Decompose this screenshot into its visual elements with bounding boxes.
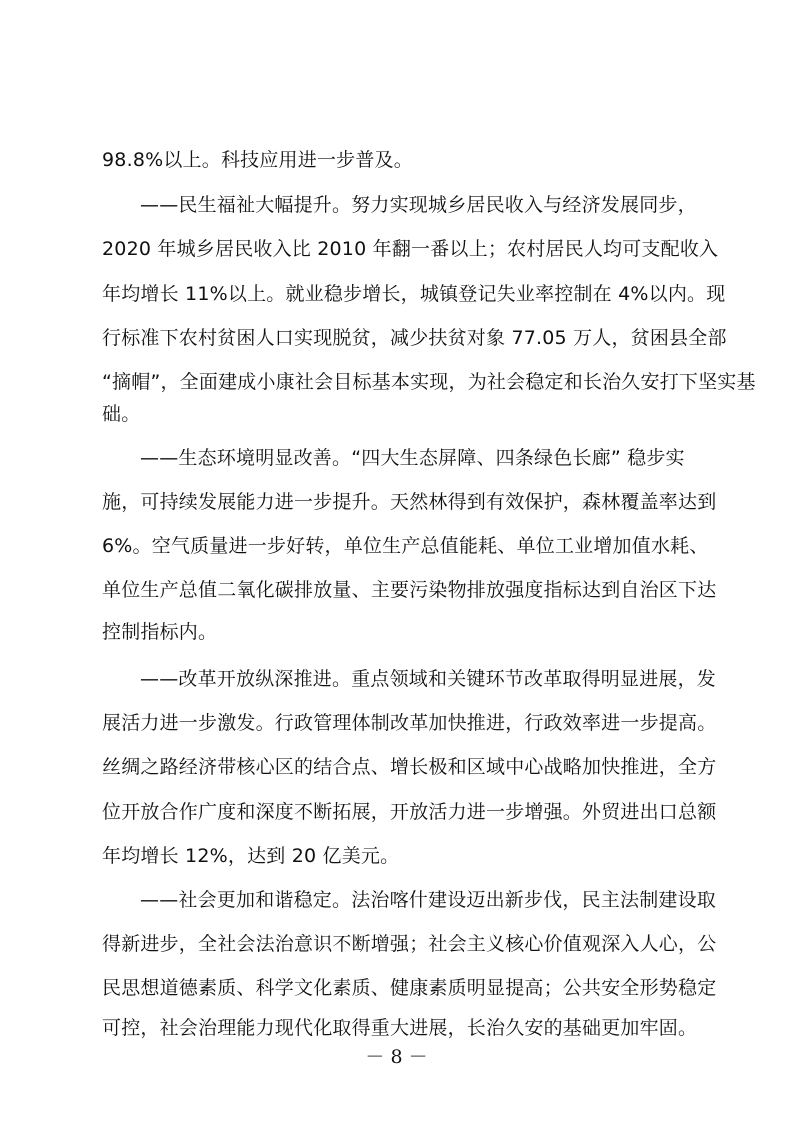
text-line: 民思想道德素质、科学文化素质、健康素质明显提高；公共安全形势稳定 [102, 977, 717, 999]
text-line: 2020 年城乡居民收入比 2010 年翻一番以上；农村居民人均可支配收入 [102, 238, 719, 260]
text-line: ——社会更加和谐稳定。法治喀什建设迈出新步伐，民主法制建设取 [140, 889, 717, 911]
text-line: 础。 [102, 403, 141, 425]
text-line: 98.8%以上。科技应用进一步普及。 [102, 149, 413, 171]
text-line: ——生态环境明显改善。“四大生态屏障、四条绿色长廊” 稳步实 [140, 447, 685, 469]
text-line: 展活力进一步激发。行政管理体制改革加快推进，行政效率进一步提高。 [102, 712, 717, 734]
page-number: － 8 － [365, 1046, 428, 1068]
text-line: 年均增长 11%以上。就业稳步增长，城镇登记失业率控制在 4%以内。现 [102, 283, 726, 305]
text-line: ——改革开放纵深推进。重点领域和关键环节改革取得明显进展，发 [140, 668, 717, 690]
text-line: 施，可持续发展能力进一步提升。天然林得到有效保护，森林覆盖率达到 [102, 491, 717, 513]
text-line: 单位生产总值二氧化碳排放量、主要污染物排放强度指标达到自治区下达 [102, 579, 717, 601]
text-line: 丝绸之路经济带核心区的结合点、增长极和区域中心战略加快推进，全方 [102, 756, 717, 778]
text-line: 行标准下农村贫困人口实现脱贫，减少扶贫对象 77.05 万人，贫困县全部 [102, 327, 727, 349]
text-line: 6%。空气质量进一步好转，单位生产总值能耗、单位工业增加值水耗、 [102, 535, 709, 557]
text-line: 位开放合作广度和深度不断拓展，开放活力进一步增强。外贸进出口总额 [102, 801, 717, 823]
text-line: “摘帽”，全面建成小康社会目标基本实现，为社会稳定和长治久安打下坚实基 [102, 371, 756, 393]
text-line: ——民生福祉大幅提升。努力实现城乡居民收入与经济发展同步， [140, 194, 697, 216]
text-line: 可控，社会治理能力现代化取得重大进展，长治久安的基础更加牢固。 [102, 1017, 698, 1039]
text-line: 得新进步，全社会法治意识不断增强；社会主义核心价值观深入人心，公 [102, 933, 717, 955]
text-line: 年均增长 12%，达到 20 亿美元。 [102, 845, 400, 867]
text-line: 控制指标内。 [102, 621, 218, 643]
